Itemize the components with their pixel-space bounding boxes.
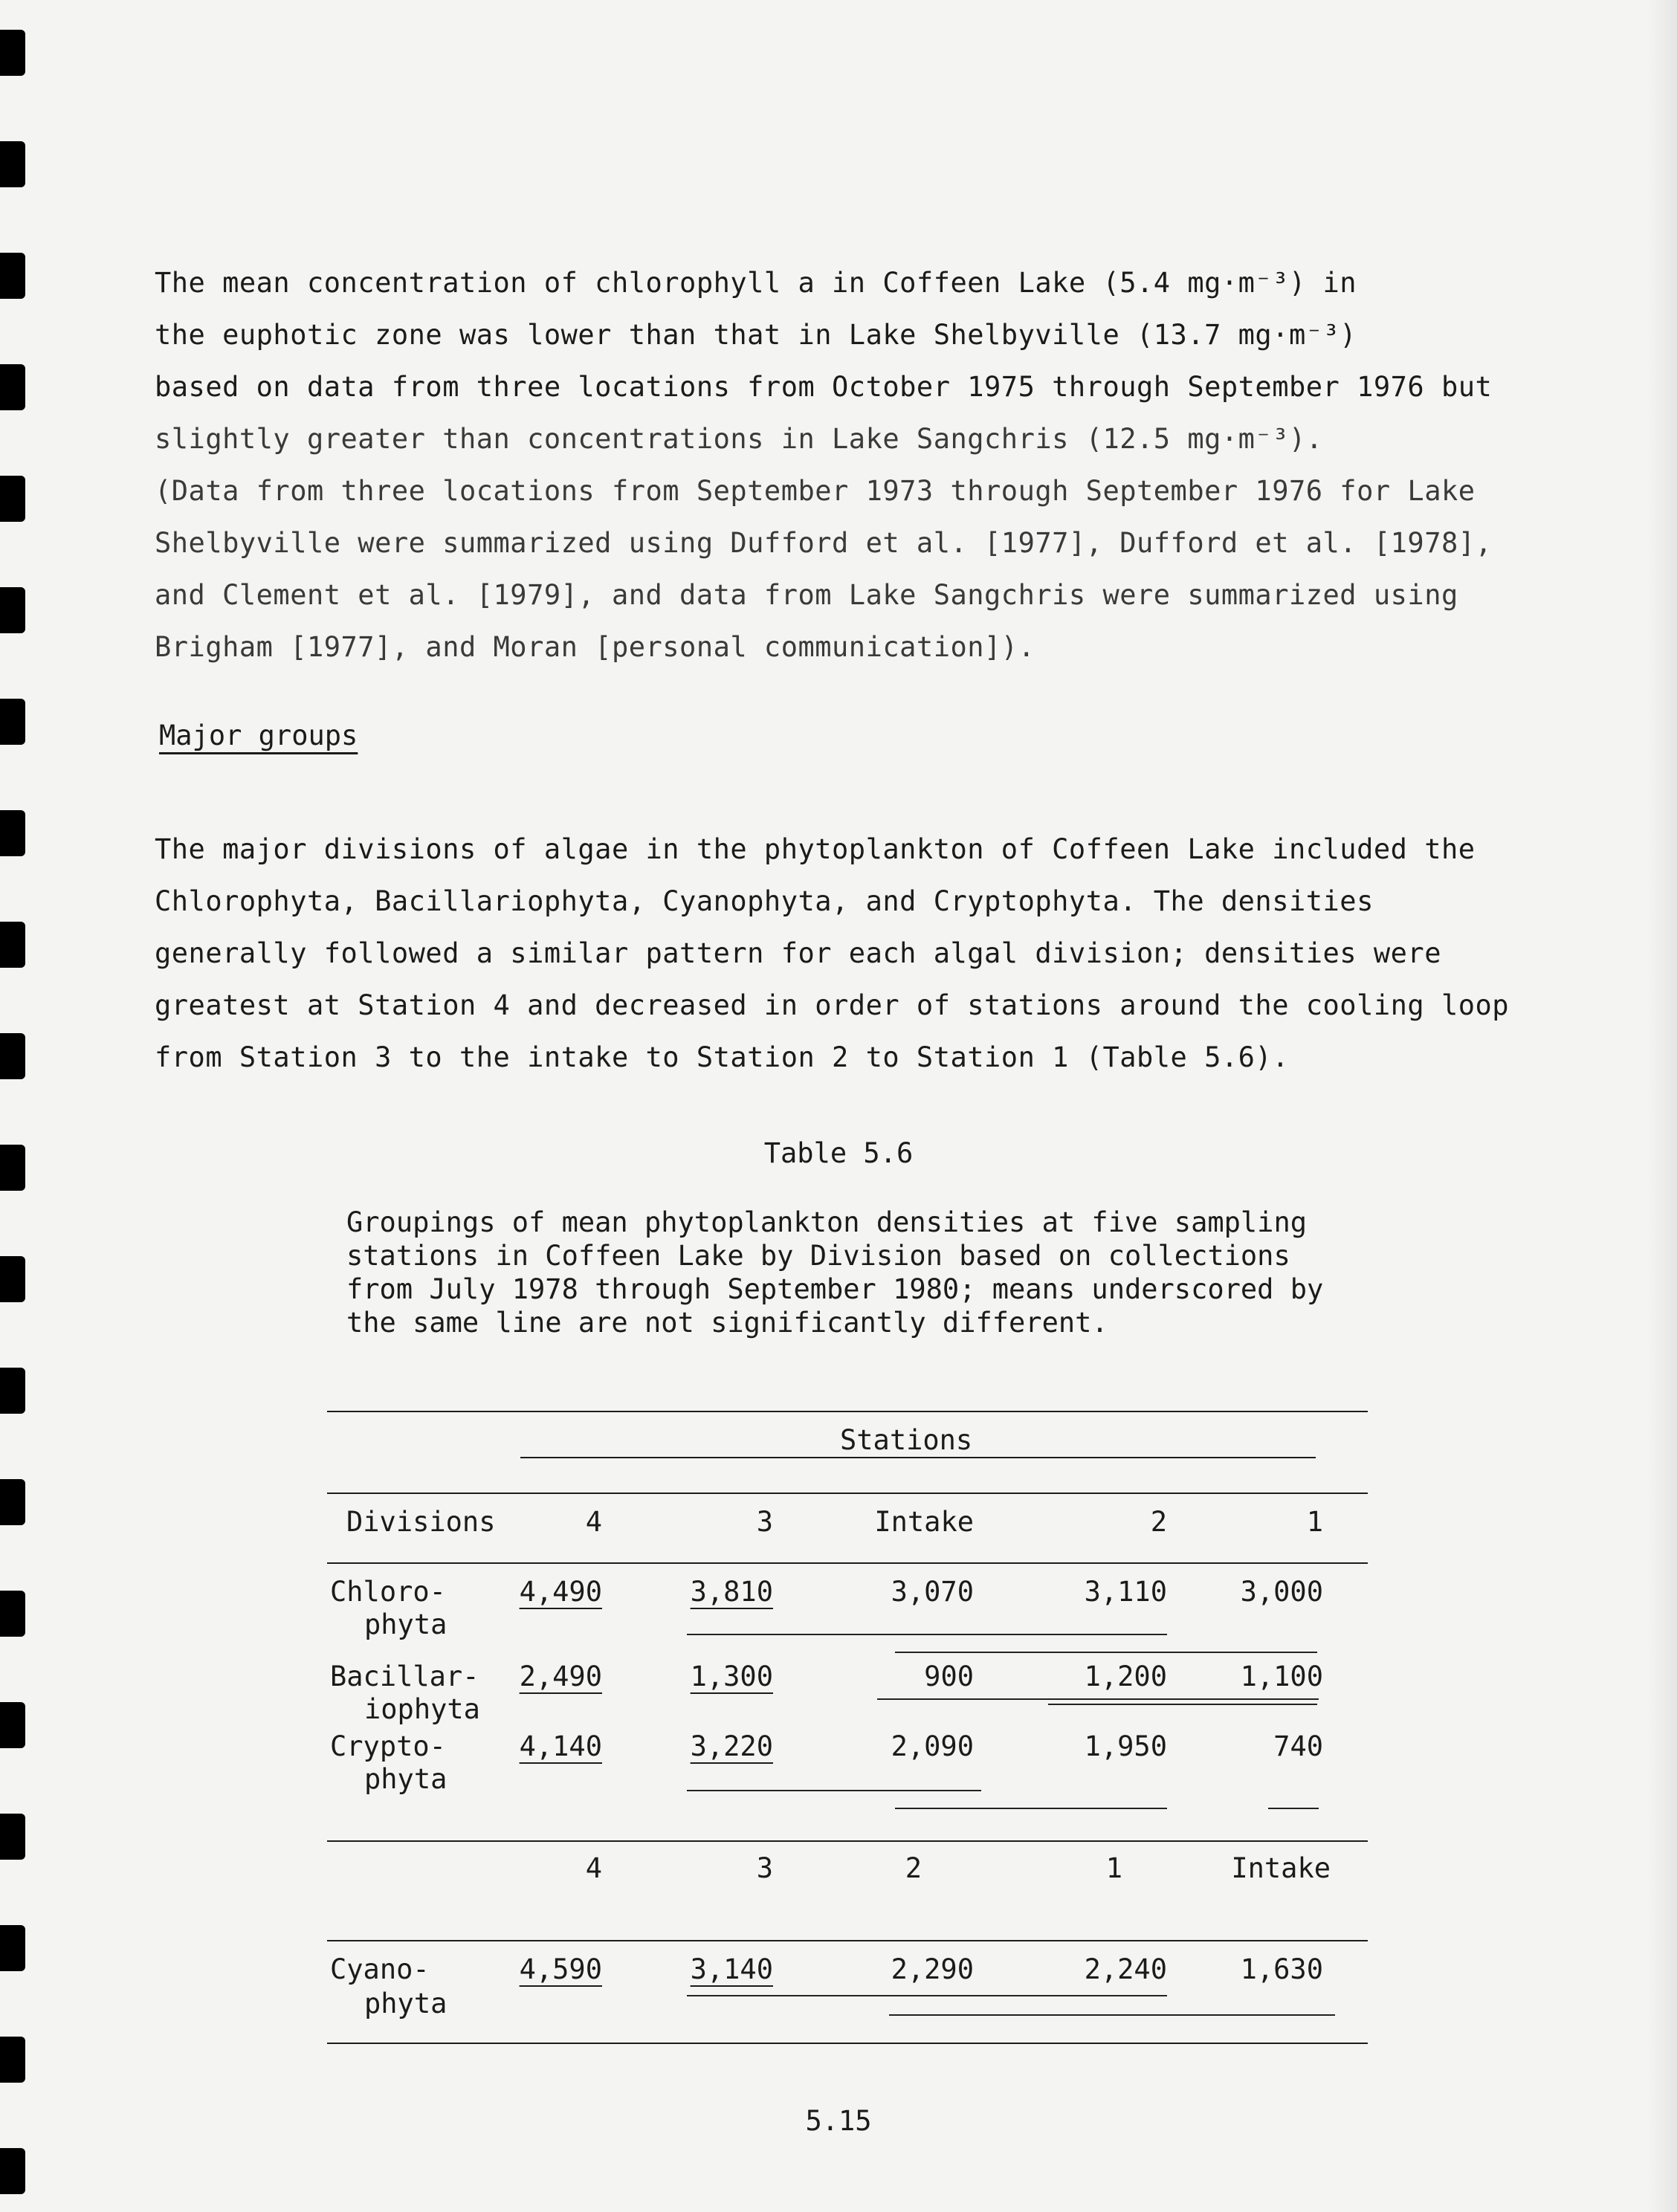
table-caption [346, 1206, 1323, 1339]
caption-line: Groupings of mean phytoplankton densities at five sampling [346, 1206, 1308, 1238]
binding-holes [0, 30, 25, 2185]
value-cell: 2,090 [891, 1730, 974, 1762]
caption-line: the same line are not significantly different. [346, 1307, 1108, 1339]
division-name: Chloro- [330, 1576, 446, 1608]
header-station-3: 3 [756, 1506, 773, 1538]
value-cell: 3,220 [690, 1730, 773, 1762]
header-station-4: 4 [585, 1852, 602, 1884]
binding-hole [0, 810, 25, 856]
value-cell: 4,140 [519, 1730, 602, 1762]
binding-hole [0, 587, 25, 633]
table-rule-section [327, 1840, 1368, 1842]
paragraph-line: the euphotic zone was lower than that in Lake Shelbyville (13.7 mg·m⁻³) [155, 319, 1357, 351]
table-title: Table 5.6 [763, 1137, 914, 1169]
header-station-2: 2 [1150, 1506, 1167, 1538]
significance-underline [687, 1634, 1167, 1635]
paragraph-line: greatest at Station 4 and decreased in order of stations around the cooling loop [155, 989, 1510, 1021]
value-cell: 2,240 [1084, 1953, 1167, 1985]
binding-hole [0, 699, 25, 745]
value-cell: 4,490 [519, 1576, 602, 1608]
binding-hole [0, 1256, 25, 1302]
division-name-cont: phyta [364, 1763, 447, 1795]
table-rule-header [327, 1562, 1368, 1564]
value-cell: 3,070 [891, 1576, 974, 1608]
value-cell: 3,140 [690, 1953, 773, 1985]
binding-hole [0, 364, 25, 410]
header-station-1: 1 [1105, 1852, 1122, 1884]
binding-hole [0, 1925, 25, 1971]
header-station-2: 2 [905, 1852, 922, 1884]
page-edge-shadow [1647, 0, 1677, 2212]
binding-hole [0, 476, 25, 522]
significance-underline [895, 1808, 1167, 1809]
paragraph-line: The mean concentration of chlorophyll a in Coffeen Lake (5.4 mg·m⁻³) in [155, 267, 1357, 299]
paragraph-line: slightly greater than concentrations in Lake Sangchris (12.5 mg·m⁻³). [155, 423, 1323, 455]
paragraph-line: from Station 3 to the intake to Station 2 to Station 1 (Table 5.6). [155, 1041, 1289, 1073]
caption-line: stations in Coffeen Lake by Division based on collections [346, 1240, 1290, 1272]
value-cell: 3,000 [1240, 1576, 1323, 1608]
significance-underline [1268, 1808, 1319, 1809]
binding-hole [0, 2037, 25, 2083]
division-name: Bacillar- [330, 1660, 479, 1692]
value-cell: 2,290 [891, 1953, 974, 1985]
binding-hole [0, 1814, 25, 1860]
significance-underline [895, 1652, 1317, 1653]
binding-hole [0, 1479, 25, 1525]
table-rule [327, 1493, 1368, 1494]
binding-hole [0, 922, 25, 968]
paragraph-line: Brigham [1977], and Moran [personal communication]). [155, 631, 1035, 663]
value-cell: 1,300 [690, 1660, 773, 1692]
header-station-intake: Intake [874, 1506, 974, 1538]
paragraph-line: The major divisions of algae in the phytoplankton of Coffeen Lake included the [155, 833, 1476, 865]
value-cell: 900 [924, 1660, 974, 1692]
stations-label: Stations [840, 1424, 973, 1456]
division-name-cont: phyta [364, 1608, 447, 1640]
table-rule-top [327, 1411, 1368, 1412]
binding-hole [0, 1033, 25, 1079]
value-cell: 1,100 [1240, 1660, 1323, 1692]
binding-hole [0, 30, 25, 76]
significance-underline [889, 2014, 1335, 2016]
binding-hole [0, 253, 25, 299]
division-name-cont: phyta [364, 1988, 447, 2019]
significance-underline [687, 1995, 1167, 1996]
value-cell: 1,630 [1240, 1953, 1323, 1985]
paragraph-line: and Clement et al. [1979], and data from Lake Sangchris were summarized using [155, 579, 1458, 611]
table-rule-section2 [327, 1940, 1368, 1941]
binding-hole [0, 1368, 25, 1414]
divisions-label: Divisions [346, 1506, 496, 1538]
major-groups-paragraph [155, 824, 1589, 1084]
significance-underline [877, 1698, 1319, 1700]
header-station-3: 3 [756, 1852, 773, 1884]
paragraph-line: Chlorophyta, Bacillariophyta, Cyanophyta, and Cryptophyta. The densities [155, 885, 1374, 917]
value-cell: 3,810 [690, 1576, 773, 1608]
paragraph-line: Shelbyville were summarized using Dufford et al. [1977], Dufford et al. [1978], [155, 527, 1493, 559]
value-cell: 4,590 [519, 1953, 602, 1985]
significance-underline [1048, 1704, 1317, 1705]
binding-hole [0, 141, 25, 187]
page-number: 5.15 [805, 2105, 872, 2137]
section-heading: Major groups [159, 719, 358, 751]
value-cell: 1,950 [1084, 1730, 1167, 1762]
paragraph-line: generally followed a similar pattern for each algal division; densities were [155, 937, 1441, 969]
chlorophyll-paragraph [155, 257, 1589, 673]
header-station-1: 1 [1306, 1506, 1323, 1538]
binding-hole [0, 2148, 25, 2194]
value-cell: 3,110 [1084, 1576, 1167, 1608]
table-rule-bottom [327, 2043, 1368, 2044]
significance-underline [687, 1790, 981, 1791]
header-station-4: 4 [585, 1506, 602, 1538]
division-name: Cyano- [330, 1953, 430, 1985]
binding-hole [0, 1591, 25, 1637]
binding-hole [0, 1702, 25, 1748]
division-name: Crypto- [330, 1730, 446, 1762]
header-station-intake: Intake [1231, 1852, 1331, 1884]
value-cell: 1,200 [1084, 1660, 1167, 1692]
paragraph-line: (Data from three locations from September 1973 through September 1976 for Lake [155, 475, 1476, 507]
value-cell: 2,490 [519, 1660, 602, 1692]
stations-rule [520, 1457, 1316, 1458]
paragraph-line: based on data from three locations from October 1975 through September 1976 but [155, 371, 1493, 403]
value-cell: 740 [1273, 1730, 1323, 1762]
caption-line: from July 1978 through September 1980; means underscored by [346, 1273, 1324, 1305]
division-name-cont: iophyta [364, 1693, 480, 1725]
